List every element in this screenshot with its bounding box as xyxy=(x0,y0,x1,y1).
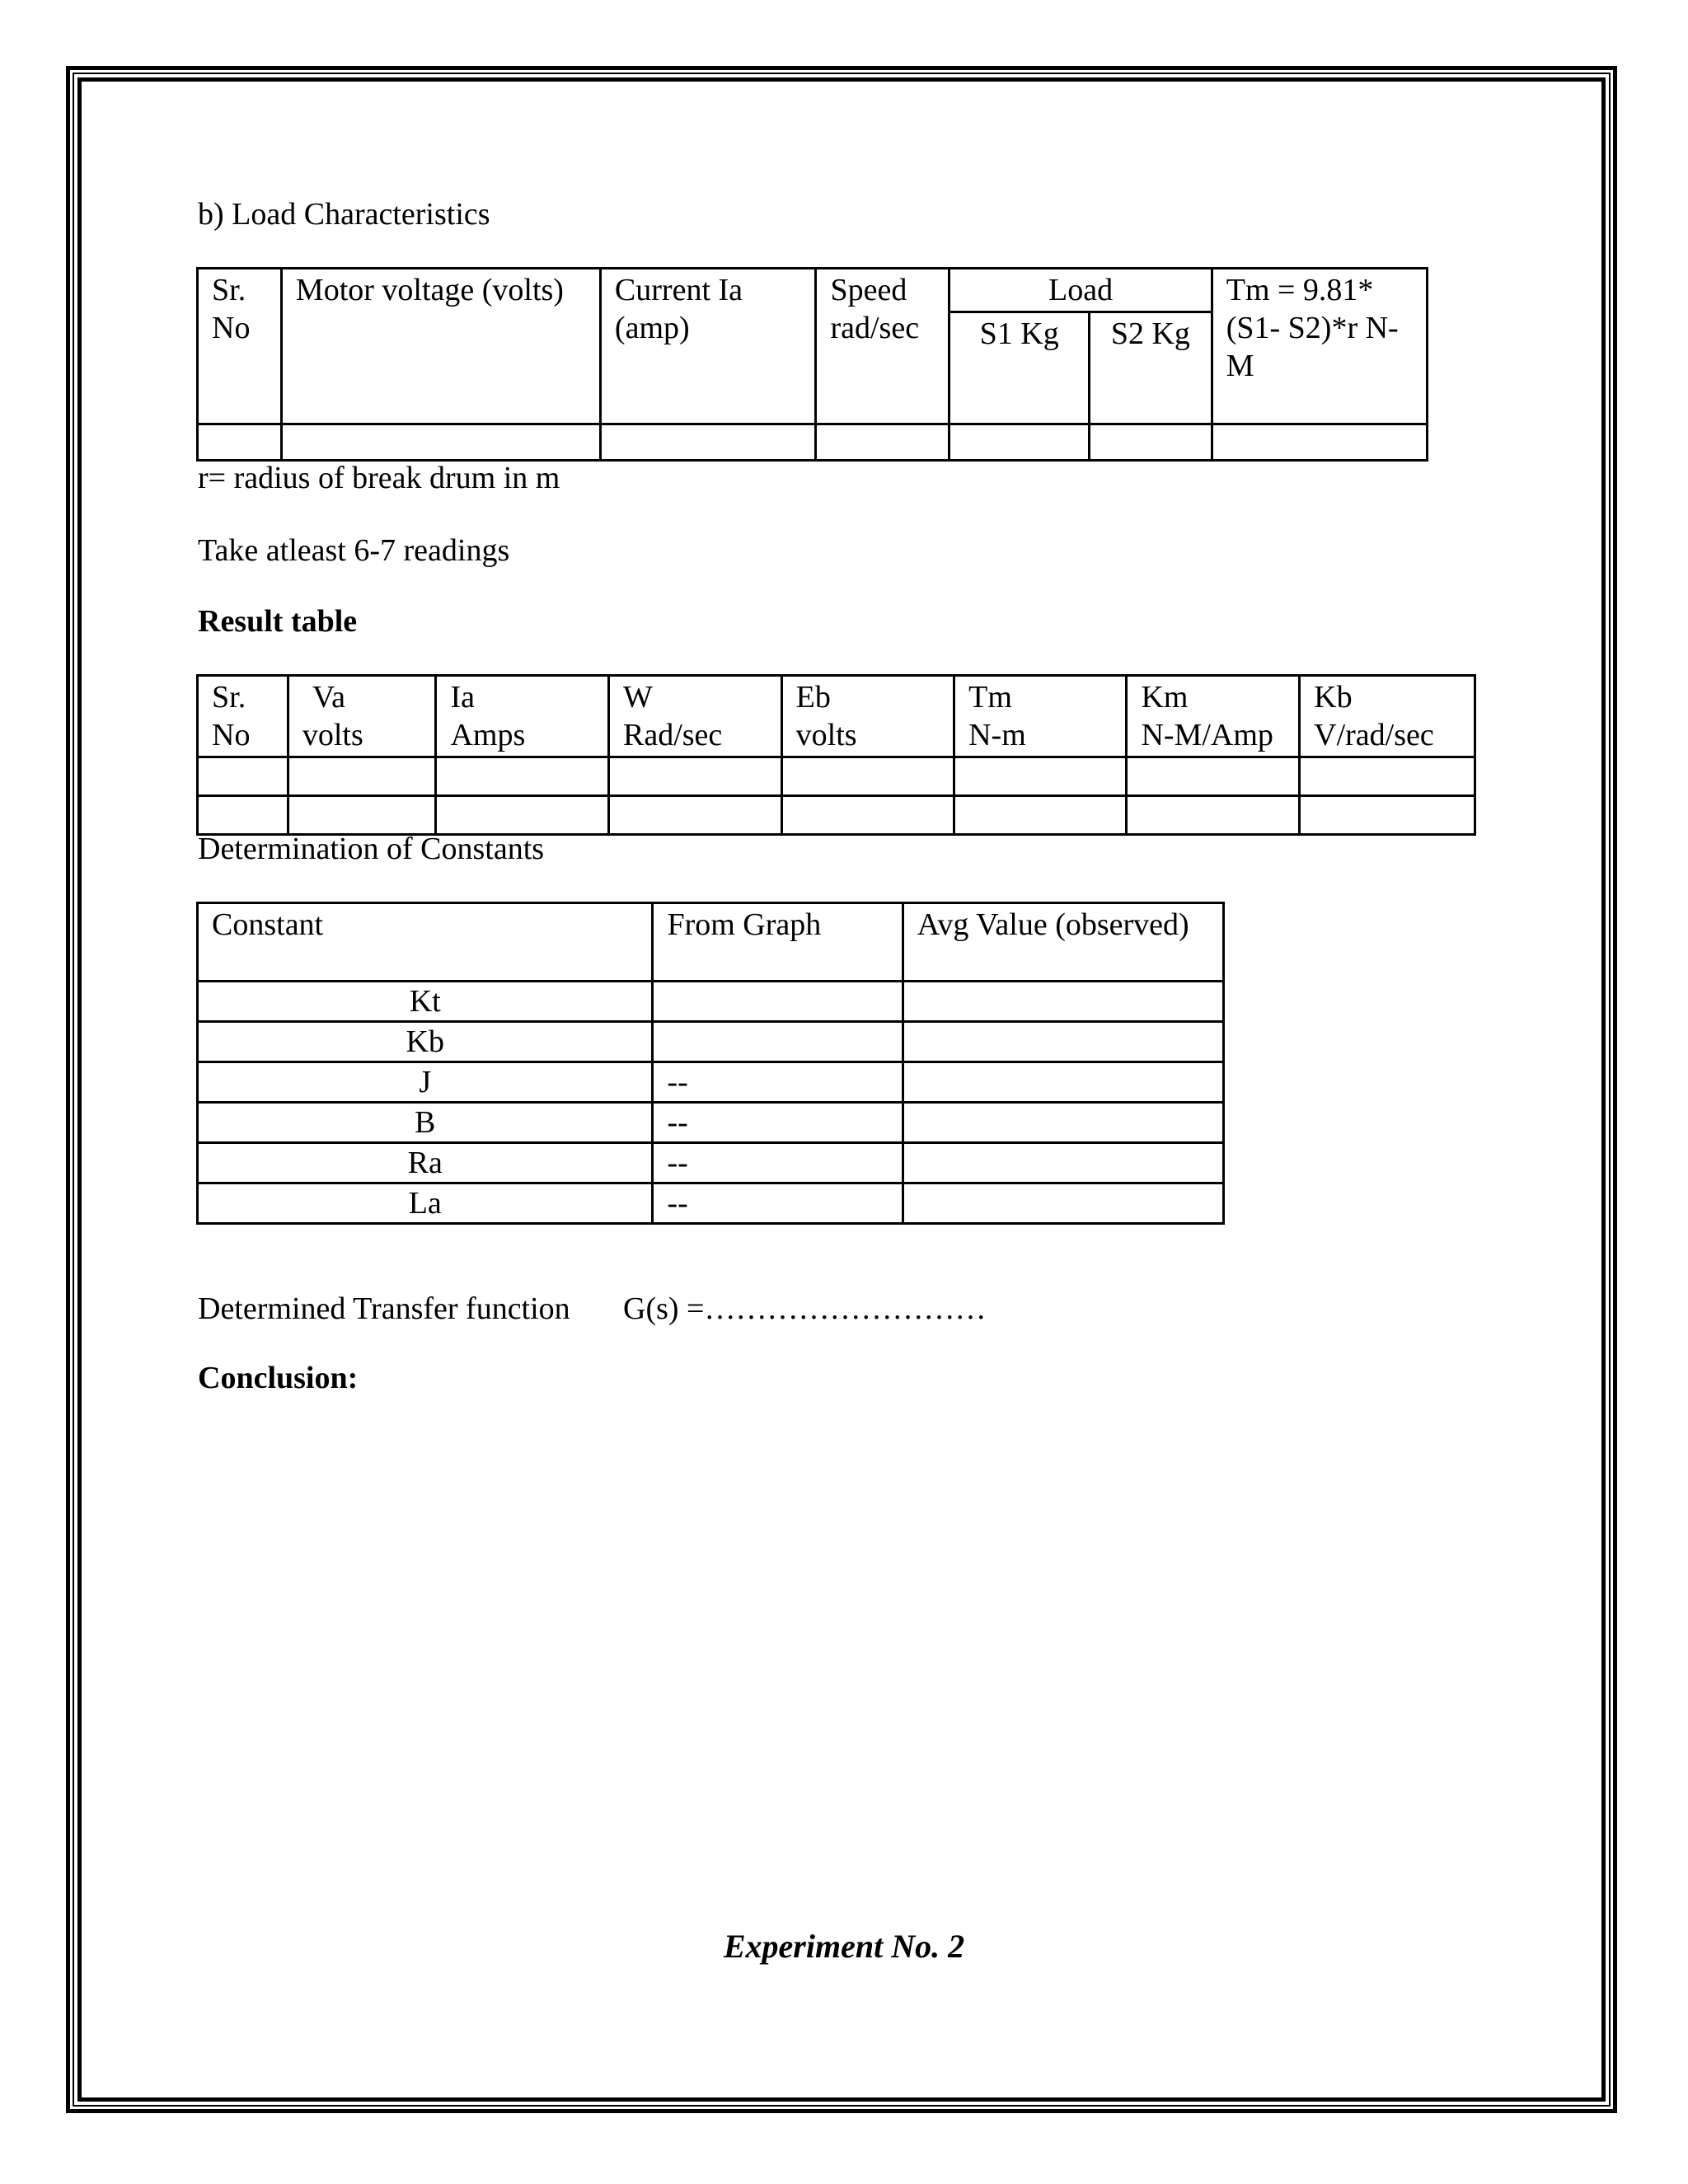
result-header-ia: Ia Amps xyxy=(436,676,609,757)
result-header-tm: Tm N-m xyxy=(954,676,1127,757)
constant-name: Kt xyxy=(198,982,653,1022)
table-row xyxy=(198,1143,1224,1183)
constant-from-graph xyxy=(653,1022,903,1062)
section-title-load-characteristics: b) Load Characteristics xyxy=(198,197,490,232)
header-sr-no: Sr. No xyxy=(198,269,282,424)
header-s1: S1 Kg xyxy=(950,312,1090,424)
load-characteristics-table xyxy=(196,267,1428,462)
header-s2: S2 Kg xyxy=(1090,312,1212,424)
constants-title: Determination of Constants xyxy=(198,832,545,866)
constant-from-graph: -- xyxy=(653,1062,903,1103)
radius-note: r= radius of break drum in m xyxy=(198,461,560,495)
constant-name: Kb xyxy=(198,1022,653,1062)
constant-from-graph xyxy=(653,982,903,1022)
table-row xyxy=(198,1103,1224,1143)
result-table-title: Result table xyxy=(198,604,358,639)
result-header-sr-no: Sr. No xyxy=(198,676,288,757)
constant-from-graph: -- xyxy=(653,1143,903,1183)
header-current: Current Ia (amp) xyxy=(600,269,816,424)
table-row xyxy=(198,424,1428,461)
header-motor-voltage: Motor voltage (volts) xyxy=(281,269,600,424)
constant-name: La xyxy=(198,1183,653,1224)
constant-name: Ra xyxy=(198,1143,653,1183)
table-row xyxy=(198,1022,1224,1062)
constant-name: J xyxy=(198,1062,653,1103)
result-header-km: Km N-M/Amp xyxy=(1127,676,1300,757)
footer-experiment-number: Experiment No. 2 xyxy=(723,1928,965,1965)
header-tm-formula: Tm = 9.81*(S1- S2)*r N-M xyxy=(1212,269,1427,424)
result-table xyxy=(196,674,1476,836)
transfer-function-label: Determined Transfer function xyxy=(198,1291,570,1326)
table-row xyxy=(198,757,1475,796)
table-row xyxy=(198,982,1224,1022)
constants-header-from-graph: From Graph xyxy=(653,903,903,982)
constant-name: B xyxy=(198,1103,653,1143)
result-header-va: Va volts xyxy=(288,676,436,757)
constants-header-avg-value: Avg Value (observed) xyxy=(903,903,1223,982)
result-header-kb: Kb V/rad/sec xyxy=(1300,676,1475,757)
constants-table xyxy=(196,902,1225,1225)
table-row xyxy=(198,1183,1224,1224)
table-row xyxy=(198,796,1475,835)
constant-from-graph: -- xyxy=(653,1183,903,1224)
table-row xyxy=(198,1062,1224,1103)
result-header-eb: Eb volts xyxy=(781,676,954,757)
conclusion-label: Conclusion: xyxy=(198,1361,359,1395)
constant-from-graph: -- xyxy=(653,1103,903,1143)
result-header-w: W Rad/sec xyxy=(608,676,781,757)
constants-header-constant: Constant xyxy=(198,903,653,982)
transfer-function-value: G(s) =……………………… xyxy=(623,1291,987,1326)
header-speed: Speed rad/sec xyxy=(816,269,950,424)
readings-note: Take atleast 6-7 readings xyxy=(198,533,510,568)
header-load: Load xyxy=(950,269,1212,312)
